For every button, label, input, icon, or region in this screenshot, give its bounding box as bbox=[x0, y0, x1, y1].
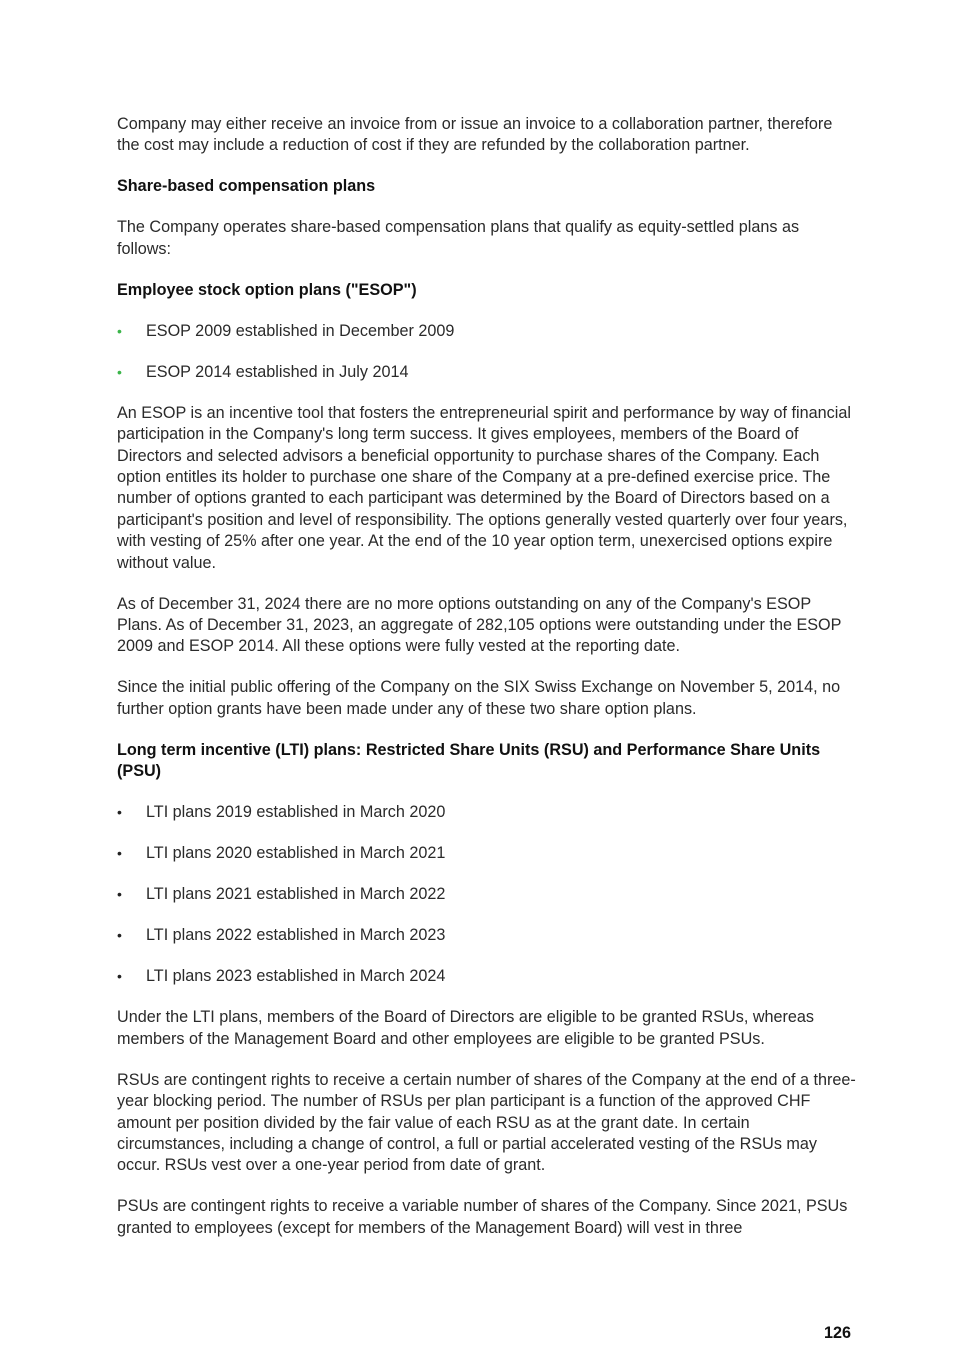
list-item-text: LTI plans 2023 established in March 2024 bbox=[146, 967, 446, 986]
share-plans-paragraph: The Company operates share-based compensation plans that qualify as equity-settled plans as follows: bbox=[117, 218, 800, 258]
list-item bbox=[117, 321, 857, 342]
bullet-icon: • bbox=[117, 886, 122, 903]
heading-esop: Employee stock option plans ("ESOP") bbox=[117, 280, 417, 299]
ipo-paragraph: Since the initial public offering of the Company on the SIX Swiss Exchange on November 5, 2014, no further option grants have been made under any of these two share option plans. bbox=[117, 678, 841, 718]
bullet-icon: • bbox=[117, 804, 122, 821]
list-item-text: LTI plans 2021 established in March 2022 bbox=[146, 885, 446, 904]
list-item-text: ESOP 2009 established in December 2009 bbox=[146, 321, 455, 340]
bullet-icon: • bbox=[117, 927, 122, 944]
list-item bbox=[117, 884, 857, 905]
list-item bbox=[117, 843, 857, 864]
list-item-text: LTI plans 2019 established in March 2020 bbox=[146, 803, 446, 822]
lti-list bbox=[117, 802, 857, 987]
bullet-icon: • bbox=[117, 968, 122, 985]
list-item-text: LTI plans 2020 established in March 2021 bbox=[146, 844, 446, 863]
document-body bbox=[117, 114, 857, 1239]
bullet-icon: • bbox=[117, 363, 122, 380]
esop-list bbox=[117, 321, 857, 383]
esop-outstanding-paragraph: As of December 31, 2024 there are no more options outstanding on any of the Company's ESOP Plans. As of December 31, 2023, an aggregate of 282,105 options were outstanding under the ESOP 2009 and ESOP 2014. All these options were fully vested at the reporting date. bbox=[117, 594, 842, 656]
list-item bbox=[117, 802, 857, 823]
bullet-icon: • bbox=[117, 322, 122, 339]
list-item-text: ESOP 2014 established in July 2014 bbox=[146, 362, 409, 381]
intro-paragraph: Company may either receive an invoice from or issue an invoice to a collaboration partner, therefore the cost may include a reduction of cost if they are refunded by the collaboration partner. bbox=[117, 115, 833, 155]
list-item bbox=[117, 966, 857, 987]
heading-lti-plans: Long term incentive (LTI) plans: Restricted Share Units (RSU) and Performance Share Units (PSU) bbox=[117, 740, 821, 781]
psu-paragraph: PSUs are contingent rights to receive a variable number of shares of the Company. Since 2021, PSUs granted to employees (except for members of the Management Board) will vest in three bbox=[117, 1197, 848, 1237]
lti-eligibility-paragraph: Under the LTI plans, members of the Board of Directors are eligible to be granted RSUs, whereas members of the Management Board and other employees are eligible to be granted PSUs. bbox=[117, 1008, 815, 1048]
esop-description-paragraph: An ESOP is an incentive tool that fosters the entrepreneurial spirit and performance by way of financial participation in the Company's long term success. It gives employees, members of the Board of Directors and selected advisors a beneficial opportunity to purchase shares of the Company. Each option entitles its holder to purchase one share of the Company at a pre-defined exercise price. The number of options granted to each participant was determined by the Board of Directors based on a participant's position and level of responsibility. The options generally vested quarterly over four years, with vesting of 25% after one year. At the end of the 10 year option term, unexercised options expire without value. bbox=[117, 403, 851, 572]
bullet-icon: • bbox=[117, 845, 122, 862]
page-number: 126 bbox=[823, 1324, 851, 1342]
list-item bbox=[117, 925, 857, 946]
list-item bbox=[117, 362, 857, 383]
rsu-paragraph: RSUs are contingent rights to receive a certain number of shares of the Company at the end of a three-year blocking period. The number of RSUs per plan participant is a function of the approved CHF amount per position divided by the fair value of each RSU as at the grant date. In certain circumstances, including a change of control, a full or partial accelerated vesting of the RSUs may occur. RSUs vest over a one-year period from date of grant. bbox=[117, 1070, 856, 1175]
heading-share-based-compensation: Share-based compensation plans bbox=[117, 177, 376, 196]
list-item-text: LTI plans 2022 established in March 2023 bbox=[146, 926, 446, 945]
